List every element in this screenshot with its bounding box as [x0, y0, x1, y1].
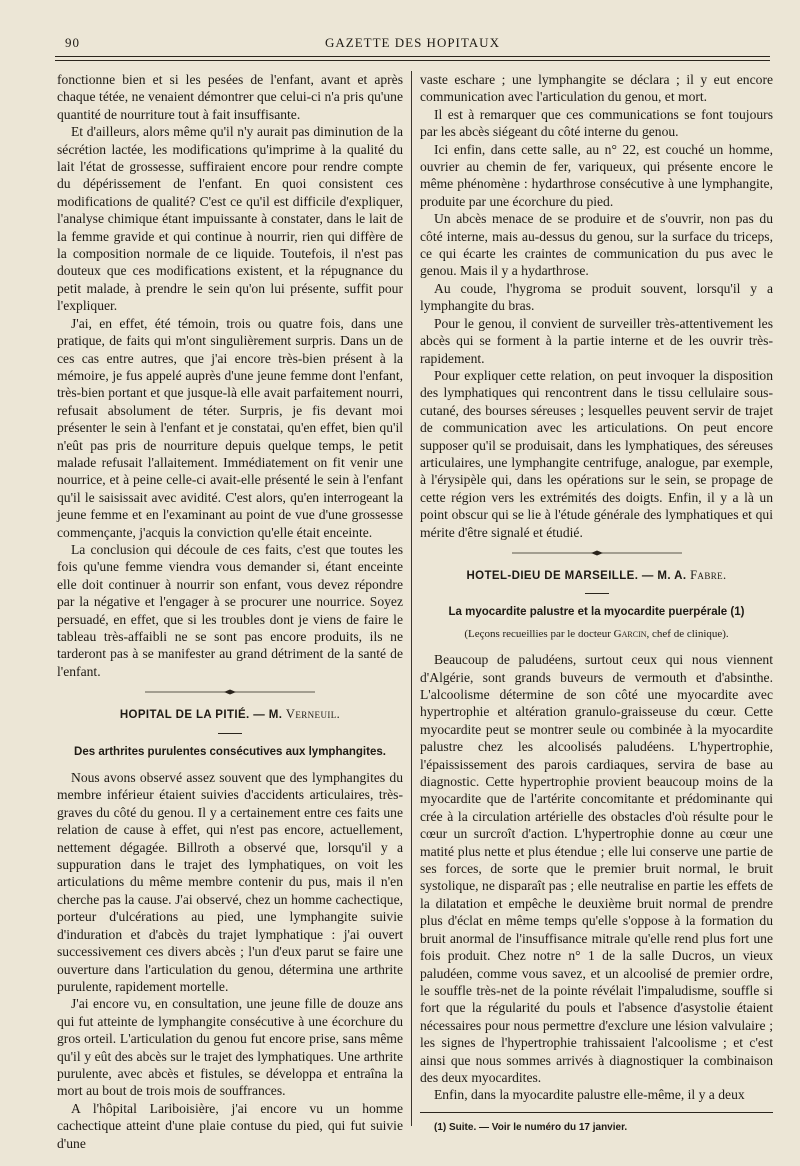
ornament-divider — [512, 549, 682, 557]
paragraph: Il est à remarquer que ces communications se font toujours par les abcès siégeant du côté interne du genou. — [420, 106, 773, 140]
article-subheading: La myocardite palustre et la myocardite puerpérale (1) — [448, 606, 745, 619]
paragraph: J'ai, en effet, été témoin, trois ou quatre fois, dans une pratique, de faits qui m'ont singulièrement surpris. Dans un de ces cas entre autres, que j'ai encore très-bien présent à la mémoire, je fus appelé auprès d'une jeune femme dont l'enfant, très-bien portant et que jusque-là elle avait parfaitement nourri, refusait absolument de téter. Surpris, je fis devant moi présenter le sein à l'enfant et je constatai, qu'en effet, bien qu'il n'eût pas pris de nourriture depuis quelque temps, le petit malade refusait l'allaitement. Immédiatement on fit venir une nourrice, et à peine celle-ci avait-elle présenté le sein à l'enfant qu'il le saisissait avec avidité. C'est alors, qu'en interrogeant la jeune femme et en l'examinant au point de vue d'une grossesse commençante, j'acquis la conviction qu'elle était enceinte. — [57, 315, 403, 540]
page-number: 90 — [65, 35, 80, 50]
footnote-rule — [420, 1112, 773, 1113]
paragraph: Ici enfin, dans cette salle, au n° 22, est couché un homme, ouvrier au chemin de fer, variqueux, qui présente encore le même phénomène : hydarthrose consécutive à une lymphangite, produite par une écorchure du pied. — [420, 141, 773, 209]
paragraph: Au coude, l'hygroma se produit souvent, lorsqu'il y a lymphangite du bras. — [420, 280, 773, 314]
paragraph: A l'hôpital Lariboisière, j'ai encore vu un homme cachectique atteint d'une plaie contuse du pied, qui fut suivie d'une — [57, 1100, 403, 1151]
paragraph: Nous avons observé assez souvent que des lymphangites du membre inférieur étaient suivies d'accidents articulaires, très-graves du côté du genou. Il y a certainement entre ces faits une relation de cause à effet, qui n'est pas encore, actuellement, nettement dégagée. Billroth a observé que, lorsqu'il y a suppuration dans le trajet des lymphatiques, on voit les articulations du même membre contenir du pus, mais il n'en cherche pas la cause. J'ai observé, chez un homme cachectique, porteur d'ulcérations au pied, une lymphangite suivie d'induration et d'abcès du trajet lymphatique : j'ai ouvert successivement ces divers abcès ; l'un d'eux parut se faire une ouverture dans l'articulation du genou, détermina une arthrite purulente, rapidement mortelle. — [57, 770, 403, 994]
page-header — [55, 32, 770, 54]
paragraph: La conclusion qui découle de ces faits, c'est que toutes les fois qu'une femme viendra vous demander si, étant enceinte elle doit continuer à nourrir son enfant, vous devez répondre par la négative et l'engager à se procurer une nourrice. Soyez persuadé, en effet, que si les troubles dont je viens de faire le tableau très-affaibli ne se sont pas encore produits, ils ne tarderont pas à se manifester au grand détriment de la santé de l'enfant. — [57, 541, 403, 679]
paragraph: J'ai encore vu, en consultation, une jeune fille de douze ans qui fut atteinte de lymphangite consécutive à une écorchure du gros orteil. L'articulation du genou fut encore prise, sans même qu'il y eût des abcès sur le trajet des lymphatiques. Une arthrite purulente, avec abcès et fistules, se développa et entraîna la mort au bout de trois mois de souffrances. — [57, 996, 403, 1099]
section-title: HOPITAL DE LA PITIÉ. — M. — [119, 709, 283, 722]
footnote: (1) Suite. — Voir le numéro du 17 janvier. — [434, 1121, 628, 1133]
short-rule — [218, 733, 242, 734]
lecture-credit-name: Garcin, — [613, 627, 650, 640]
header-rule-thin — [55, 60, 770, 61]
paragraph: Pour le genou, il convient de surveiller très-attentivement les abcès qui se forment à la partie interne et de les ouvrir très-rapidement. — [420, 315, 773, 366]
column-divider — [411, 71, 412, 1126]
paragraph: vaste eschare ; une lymphangite se déclara ; il y eut encore communication avec l'articulation du genou, et mort. — [420, 72, 773, 105]
section-heading — [57, 706, 403, 724]
section-author: Fabre. — [690, 567, 727, 582]
lecture-credit — [420, 626, 773, 643]
paragraph: Et d'ailleurs, alors même qu'il n'y aurait pas diminution de la sécrétion lactée, les modifications qu'imprime à la qualité du lait l'état de grossesse, suffiraient encore pour rendre compte du dépérissement de l'enfant. En quoi consistent ces modifications de qualité? C'est ce qu'il est difficile d'expliquer, l'analyse chimique étant impuissante à constater, dans le lait de la femme gravide et qui continue à nourrir, rien qui diffère de la composition normale de ce liquide. Toutefois, il n'est pas douteux que ces modifications existent, et la répugnance du petit malade, à prendre le sein qu'on lui présente, suffit pour l'expliquer. — [57, 124, 403, 314]
journal-title: GAZETTE DES HOPITAUX — [325, 35, 500, 50]
short-rule — [585, 593, 609, 594]
right-column — [420, 71, 773, 1131]
section-title: HOTEL-DIEU DE MARSEILLE. — M. A. — [466, 569, 687, 582]
paragraph: fonctionne bien et si les pesées de l'enfant, avant et après chaque tétée, ne venaient démontrer que celui-ci n'a pris qu'une quantité de nourriture tout à fait insuffisante. — [57, 72, 403, 122]
paragraph: Enfin, dans la myocardite palustre elle-même, il y a deux — [434, 1087, 745, 1103]
left-column — [57, 71, 403, 1151]
paragraph: Un abcès menace de se produire et de s'ouvrir, non pas du côté interne, mais au-dessus du genou, sur la surface du triceps, ce qui écarte les craintes de communication du pus avec le genou. Mais il y a hydarthrose. — [420, 211, 773, 279]
ornament-divider — [145, 688, 315, 696]
paragraph: Pour expliquer cette relation, on peut invoquer la disposition des lymphatiques qui rencontrent dans le tissu cellulaire sous-cutané, des bourses séreuses ; lesquelles peuvent servir de trajet de communication avec les articulations. On peut encore supposer qu'il se produisait, dans les lymphatiques, des séreuses articulaires, une lymphangite centrifuge, analogue, par exemple, à l'érysipèle qui, dans les opérations sur le sein, se propage de cette région vers les extrémités des doigts. Enfin, il y a là un point obscur qui se lie à l'étude générale des lymphatiques et qui mérite d'être signalé et étudié. — [420, 367, 773, 540]
section-heading — [420, 567, 773, 585]
section-author: Verneuil. — [285, 707, 341, 722]
lecture-credit-prefix: (Leçons recueillies par le docteur — [464, 627, 611, 640]
header-rule-thick — [55, 56, 770, 57]
paragraph: Beaucoup de paludéens, surtout ceux qui nous viennent d'Algérie, sont grands buveurs de vermouth et d'absinthe. L'alcoolisme détermine de son côté une myocardite avec hypertrophie et altération granulo-graisseuse du cœur. Cette myocardite peut se montrer seule ou combinée à la myocardite palustre chez les alcoolisés paludéens. L'hypertrophie, l'épaississement des parois cardiaques, servira de base au diagnostic. Cette hypertrophie provient beaucoup moins de la myocardite que de l'artérite concomitante et prédominante qui crée à la circulation artérielle des obstacles d'où résulte pour le cœur un surcroît d'action. L'hypertrophie donne au cœur une matité plus nette et plus étendue ; elle lui conserve une partie de ses forces, de sorte que le premier bruit normal, le bruit systolique, ne disparaît pas ; elle neutralise en partie les effets de la dilatation et empêche le deuxième bruit normal de prendre plus d'éclat en même temps qu'elle s'oppose à la formation du bruit anormal de l'insuffisance mitrale qu'elle rend plus fort une fois produit. Chez notre n° 1 de la salle Ducros, un vieux paludéen, comme vous savez, et un alcoolisé de premier ordre, le souffle très-net de la pointe révélait l'impaludisme, souffle si fort que la régularité du pouls et l'absence d'asystolie étaient nécessaires pour nous permettre d'exclure une lésion valvulaire ; les signes de l'hypertrophie trahissaient l'alcoolisme ; et c'est ainsi que nous sommes arrivés à diagnostiquer la combinaison des deux myocardites. — [420, 652, 773, 1085]
article-subheading: Des arthrites purulentes consécutives aux lymphangites. — [74, 745, 386, 758]
lecture-credit-suffix: chef de clinique). — [652, 627, 729, 640]
